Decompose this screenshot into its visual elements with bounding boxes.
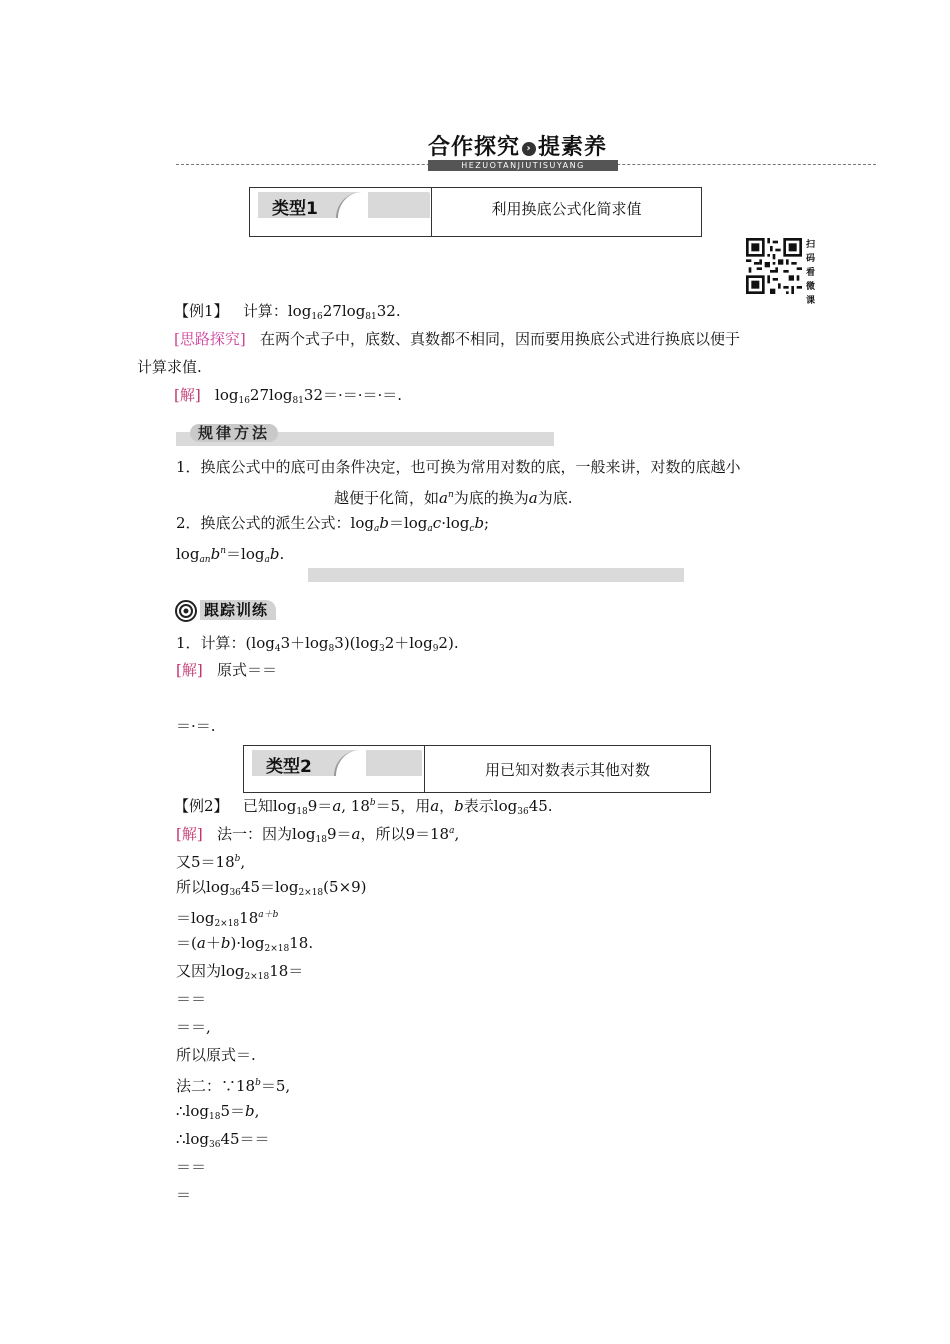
tag-wedge <box>336 192 368 218</box>
method-label: 规律方法 <box>190 424 278 442</box>
ex2-line-eq2: $=(a+b)\cdot\log_{2\times 18}18$. <box>176 934 314 954</box>
sup-n: n <box>220 546 227 556</box>
target-icon <box>175 600 197 622</box>
var-a: a <box>439 489 448 507</box>
sub-18: 18 <box>208 1112 221 1122</box>
type1-tag <box>258 192 430 218</box>
sub-c: c <box>469 524 475 534</box>
track-label: 跟踪训练 <box>200 600 276 620</box>
ex2-text: ∴log <box>176 1130 209 1148</box>
base-sub: 81 <box>292 396 304 406</box>
method-p2: 2．换底公式的派生公式：$\log_ab=\log_ac\cdot\log_cb$; <box>176 514 490 534</box>
example1-text: 计算： <box>242 302 288 320</box>
type2-box <box>243 745 711 793</box>
log-term: log <box>287 302 312 320</box>
ex2-text: 法一：因为 <box>217 825 293 843</box>
method-text: 为底的换为 <box>453 489 529 507</box>
qr-side-text: 扫码看微课 <box>806 240 816 306</box>
sup-a: a <box>449 826 455 836</box>
ex2-line-again: 又因为$\log_{2\times 18}18=$ <box>176 962 304 982</box>
sub-8: 8 <box>328 644 335 654</box>
ex2-line-eq-last: ＝ <box>176 1186 192 1204</box>
method-text: 为底. <box>537 489 573 507</box>
base-sub: 81 <box>365 312 377 322</box>
type1-box <box>249 187 702 237</box>
ex2-text: 已知 <box>242 797 273 815</box>
idea-text: 在两个式子中，底数、真数都不相同，因而要用换底公式进行换底以便于 <box>260 330 741 348</box>
solution-label: [解] <box>176 661 203 679</box>
method-p1-line1: 1．换底公式中的底可由条件决定，也可换为常用对数的底，一般来讲，对数的底越小 <box>176 458 741 476</box>
sup-b: b <box>369 798 376 808</box>
sub-36: 36 <box>208 1140 221 1150</box>
ex2-text: 所以 <box>176 878 207 896</box>
method-text: 越便于化简，如 <box>334 489 440 507</box>
var-c: c <box>432 514 442 532</box>
banner-title-left: 合作探究 <box>428 135 521 160</box>
example2-line: 【例2】 已知$\log_{18}9=a$, $18^b=5$，用a，b表示$\log_{36}45$. <box>174 797 553 817</box>
method-end-bar <box>308 568 684 582</box>
ex2-line-so: 所以$\log_{36}45=\log_{2\times 18}(5\times 9)$ <box>176 878 367 898</box>
var-a: a <box>196 934 206 952</box>
sub-a: a <box>264 555 270 565</box>
solution1-line <box>174 385 402 411</box>
log-term: log <box>269 386 293 404</box>
sub-18: 18 <box>296 807 308 817</box>
sub-2x18: 2×18 <box>244 972 270 982</box>
sub-9: 9 <box>432 644 439 654</box>
type2-title: 用已知对数表示其他对数 <box>484 760 650 779</box>
ex2-line-so-final: 所以原式＝. <box>176 1046 256 1064</box>
method-text: 2．换底公式的派生公式： <box>176 514 351 532</box>
ex2-text: ＝5，用 <box>375 797 431 815</box>
var-a: a <box>351 825 361 843</box>
log-term: log <box>350 514 374 532</box>
idea-label: [思路探究] <box>174 330 246 348</box>
ex2-line-eqeq3: ＝＝ <box>176 1158 207 1176</box>
sub-36: 36 <box>517 807 529 817</box>
sub-36: 36 <box>229 888 241 898</box>
ex2-line-therefore2: $\therefore\log_{36}45==$ <box>176 1130 270 1150</box>
var-a: a <box>430 797 440 815</box>
sub-a: a <box>373 524 380 534</box>
log-term: log <box>341 302 366 320</box>
type1-tag-label: 类型1 <box>272 199 318 219</box>
section-banner <box>176 128 876 174</box>
sub-18: 18 <box>315 835 327 845</box>
solution-label: [解] <box>176 825 203 843</box>
var-b: b <box>244 1102 255 1120</box>
idea-line2: 计算求值. <box>137 358 202 376</box>
tag-wedge <box>334 750 366 776</box>
sub-an: an <box>199 555 211 565</box>
arg: 27 <box>249 386 270 404</box>
ex2-line-eqeq: ＝＝ <box>176 990 207 1008</box>
solution-tail: 32＝·＝·＝·＝. <box>303 386 403 404</box>
var-b: b <box>210 545 221 563</box>
arg: 27 <box>322 302 342 320</box>
type2-tag <box>252 750 422 776</box>
sup-a-plus-b: a＋b <box>258 910 279 920</box>
qr-code-image[interactable] <box>746 238 802 294</box>
var-b: b <box>379 514 389 532</box>
ex2-text: ∴log <box>176 1102 209 1120</box>
banner-title <box>428 130 607 161</box>
track-text: 原式＝＝ <box>217 661 278 679</box>
method-p3: $\log_{an}b^n=\log_ab$. <box>176 545 285 565</box>
ex2-text: 又5＝18 <box>176 853 235 871</box>
ex2-text: 又因为 <box>176 962 222 980</box>
var-a: a <box>528 489 538 507</box>
ex2-text: ＝( <box>176 934 197 952</box>
track-solution <box>176 660 277 680</box>
sup-n: n <box>447 490 454 500</box>
ex2-line-method2: 法二：$\because 18^b=5$, <box>176 1077 291 1095</box>
base-sub: 16 <box>311 312 323 322</box>
var-b: b <box>474 514 485 532</box>
solution-label: [解] <box>174 386 201 404</box>
ex2-sol-line1: [解] 法一：因为$\log_{18}9=a$，所以$9=18^a$, <box>176 825 460 845</box>
example1-label: 【例1】 <box>174 302 229 320</box>
ex2-line-eqeq2: ＝＝, <box>176 1018 211 1036</box>
log-term: log <box>215 386 239 404</box>
ex2-line-also: 又$5=18^b$, <box>176 853 246 871</box>
log-term: log <box>176 545 200 563</box>
ex2-line-therefore1: $\therefore\log_{18}5=b$, <box>176 1102 260 1122</box>
ex2-text: 法二：∵18 <box>176 1077 256 1095</box>
sub-2x18: 2×18 <box>214 919 240 929</box>
sub-a: a <box>427 524 433 534</box>
sup-b: b <box>234 854 241 864</box>
track-end: ＝·＝. <box>176 717 216 735</box>
track-text: 3＋log <box>280 634 329 652</box>
type2-tag-label: 类型2 <box>266 757 312 777</box>
arg: 32. <box>376 302 401 320</box>
example1-line <box>174 301 401 327</box>
method-p1-line2 <box>334 485 573 508</box>
banner-pinyin: HEZUOTANJIUTISUYANG <box>428 160 618 171</box>
banner-title-right: 提素养 <box>538 135 608 160</box>
var-b: b <box>220 934 231 952</box>
sup-b: b <box>255 1078 261 1088</box>
type1-title: 利用换底公式化简求值 <box>491 200 642 218</box>
var-b: b <box>454 797 464 815</box>
sub-2x18: 2×18 <box>264 944 290 954</box>
base-sub: 16 <box>238 396 250 406</box>
ex2-line-eq1: $=\log_{2\times 18}18^{a+b}$ <box>176 909 279 929</box>
idea-line1 <box>174 329 740 349</box>
track-q1: 1．计算：$(\log_43+\log_83)(\log_32+\log_92)$. <box>176 634 459 654</box>
sub-2x18: 2×18 <box>298 888 324 898</box>
sub-4: 4 <box>274 644 281 654</box>
var-a: a <box>332 797 342 815</box>
ex2-text: 表示 <box>463 797 494 815</box>
sub-3: 3 <box>378 644 385 654</box>
arrow-icon: › <box>522 142 536 156</box>
var-b: b <box>269 545 280 563</box>
track-text: 1．计算：(log <box>176 634 275 652</box>
